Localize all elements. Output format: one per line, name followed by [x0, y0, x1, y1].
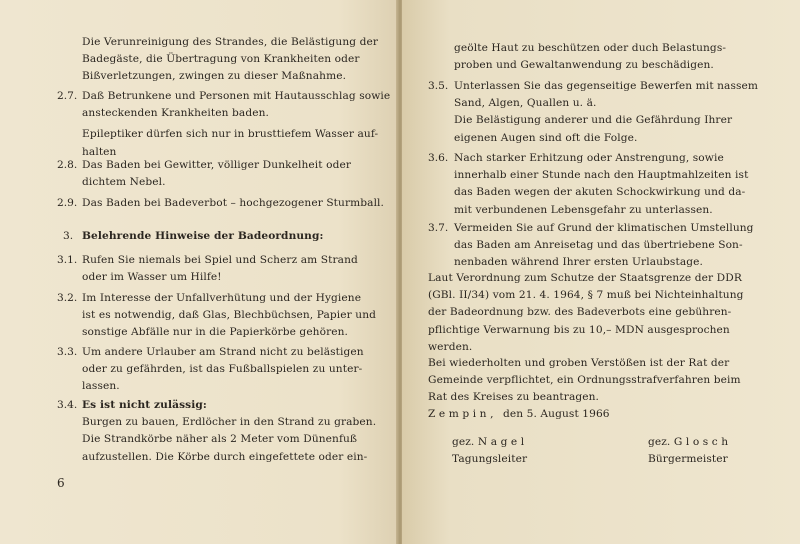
regulation-paragraph: [428, 270, 744, 356]
text-line: eigenen Augen sind oft die Folge.: [454, 131, 638, 144]
text-line: Sand, Algen, Quallen u. ä.: [454, 97, 597, 110]
item-number: 2.9.: [57, 197, 78, 209]
right-page: [402, 0, 800, 544]
signature-right: [648, 434, 728, 468]
text-line: Burgen zu bauen, Erdlöcher in den Strand zu graben.: [82, 416, 377, 429]
text-line: Es ist nicht zulässig:: [82, 399, 207, 411]
text-line: Rat des Kreises zu beantragen.: [428, 391, 599, 404]
text-line: Epileptiker dürfen sich nur in brusttiefem Wasser auf-: [82, 128, 379, 141]
text-line: sonstige Abfälle nur in die Papierkörbe gehören.: [82, 326, 349, 339]
item-number: 2.8.: [57, 159, 78, 171]
text-line: (GBl. II/34) vom 21. 4. 1964, § 7 muß bei Nichteinhaltung: [428, 289, 744, 302]
item-number: 3.5.: [428, 80, 449, 92]
item-number: 3.4.: [57, 399, 78, 411]
text-line: Laut Verordnung zum Schutze der Staatsgrenze der DDR: [428, 272, 742, 284]
text-line: das Baden wegen der akuten Schockwirkung und da-: [454, 186, 746, 199]
text-line: Unterlassen Sie das gegenseitige Bewerfen mit nassem: [454, 80, 759, 92]
text-line: Das Baden bei Badeverbot – hochgezogener Sturmball.: [82, 197, 385, 209]
text-line: Vermeiden Sie auf Grund der klimatischen Umstellung: [454, 222, 754, 234]
item-3-1-text: [82, 252, 358, 286]
item-3-7-text: [454, 220, 754, 272]
item-3-5-text: [454, 78, 758, 147]
item-3-2-text: [82, 290, 376, 342]
text-line: Die Verunreinigung des Strandes, die Belästigung der: [82, 36, 379, 48]
signature-name: gez. G l o s c h: [648, 436, 729, 448]
text-line: oder im Wasser um Hilfe!: [82, 271, 222, 284]
text-line: Bißverletzungen, zwingen zu dieser Maßnahme.: [82, 70, 347, 83]
section-number: 3.: [63, 230, 74, 242]
text-line: das Baden am Anreisetag und das übertriebene Son-: [454, 239, 743, 252]
violations-paragraph: [428, 355, 741, 407]
date: den 5. August 1966: [503, 408, 610, 420]
item-2-8-text: [82, 157, 351, 191]
item-number: 3.2.: [57, 292, 78, 304]
item-3-3-text: [82, 344, 364, 396]
signature-role: Bürgermeister: [648, 453, 728, 466]
continuation-paragraph: [454, 40, 726, 74]
signature-role: Tagungsleiter: [452, 453, 528, 466]
text-line: oder zu gefährden, ist das Fußballspielen zu unter-: [82, 363, 363, 376]
item-2-7-text: [82, 88, 390, 161]
item-number: 3.6.: [428, 152, 449, 164]
text-line: der Badeordnung bzw. des Badeverbots eine gebühren-: [428, 306, 732, 319]
text-line: nenbaden während Ihrer ersten Urlaubstage.: [454, 256, 703, 269]
place-date: [428, 406, 610, 423]
text-line: halten: [82, 145, 117, 158]
text-line: werden.: [428, 340, 473, 353]
intro-paragraph: [82, 34, 378, 86]
text-line: ist es notwendig, daß Glas, Blechbüchsen, Papier und: [82, 309, 376, 322]
text-line: Im Interesse der Unfallverhütung und der Hygiene: [82, 292, 362, 304]
place: Z e m p i n ,: [428, 408, 494, 420]
text-line: Um andere Urlauber am Strand nicht zu belästigen: [82, 346, 364, 358]
text-line: Bei wiederholten und groben Verstößen ist der Rat der: [428, 357, 730, 369]
text-line: Badegäste, die Übertragung von Krankheiten oder: [82, 53, 360, 66]
text-line: Daß Betrunkene und Personen mit Hautausschlag sowie: [82, 90, 391, 102]
text-line: pflichtige Verwarnung bis zu 10,– MDN ausgesprochen: [428, 323, 730, 336]
text-line: Die Strandkörbe näher als 2 Meter vom Dünenfuß: [82, 433, 358, 446]
text-line: lassen.: [82, 380, 120, 393]
text-line: ansteckenden Krankheiten baden.: [82, 107, 269, 120]
text-line: Gemeinde verpflichtet, ein Ordnungsstrafverfahren beim: [428, 374, 741, 387]
text-line: proben und Gewaltanwendung zu beschädigen.: [454, 59, 714, 72]
text-line: aufzustellen. Die Körbe durch eingefettete oder ein-: [82, 450, 368, 463]
signature-name: gez. N a g e l: [452, 436, 525, 448]
item-3-4-text: [82, 397, 376, 466]
item-number: 3.3.: [57, 346, 78, 358]
item-number: 3.7.: [428, 222, 449, 234]
text-line: mit verbundenen Lebensgefahr zu unterlassen.: [454, 203, 713, 216]
item-number: 2.7.: [57, 90, 78, 102]
page-number: 6: [57, 476, 65, 490]
text-line: geölte Haut zu beschützen oder duch Belastungs-: [454, 42, 727, 54]
text-line: dichtem Nebel.: [82, 176, 166, 189]
item-number: 3.1.: [57, 254, 78, 266]
section-3-title: Belehrende Hinweise der Badeordnung:: [82, 230, 324, 242]
text-line: Das Baden bei Gewitter, völliger Dunkelheit oder: [82, 159, 351, 171]
item-2-9-text: [82, 195, 384, 212]
text-line: Die Belästigung anderer und die Gefährdung Ihrer: [454, 114, 733, 127]
text-line: innerhalb einer Stunde nach den Hauptmahlzeiten ist: [454, 169, 749, 182]
left-page: [0, 0, 398, 544]
signature-left: [452, 434, 527, 468]
text-line: Rufen Sie niemals bei Spiel und Scherz am Strand: [82, 254, 358, 266]
text-line: Nach starker Erhitzung oder Anstrengung, sowie: [454, 152, 724, 164]
item-3-6-text: [454, 150, 748, 219]
